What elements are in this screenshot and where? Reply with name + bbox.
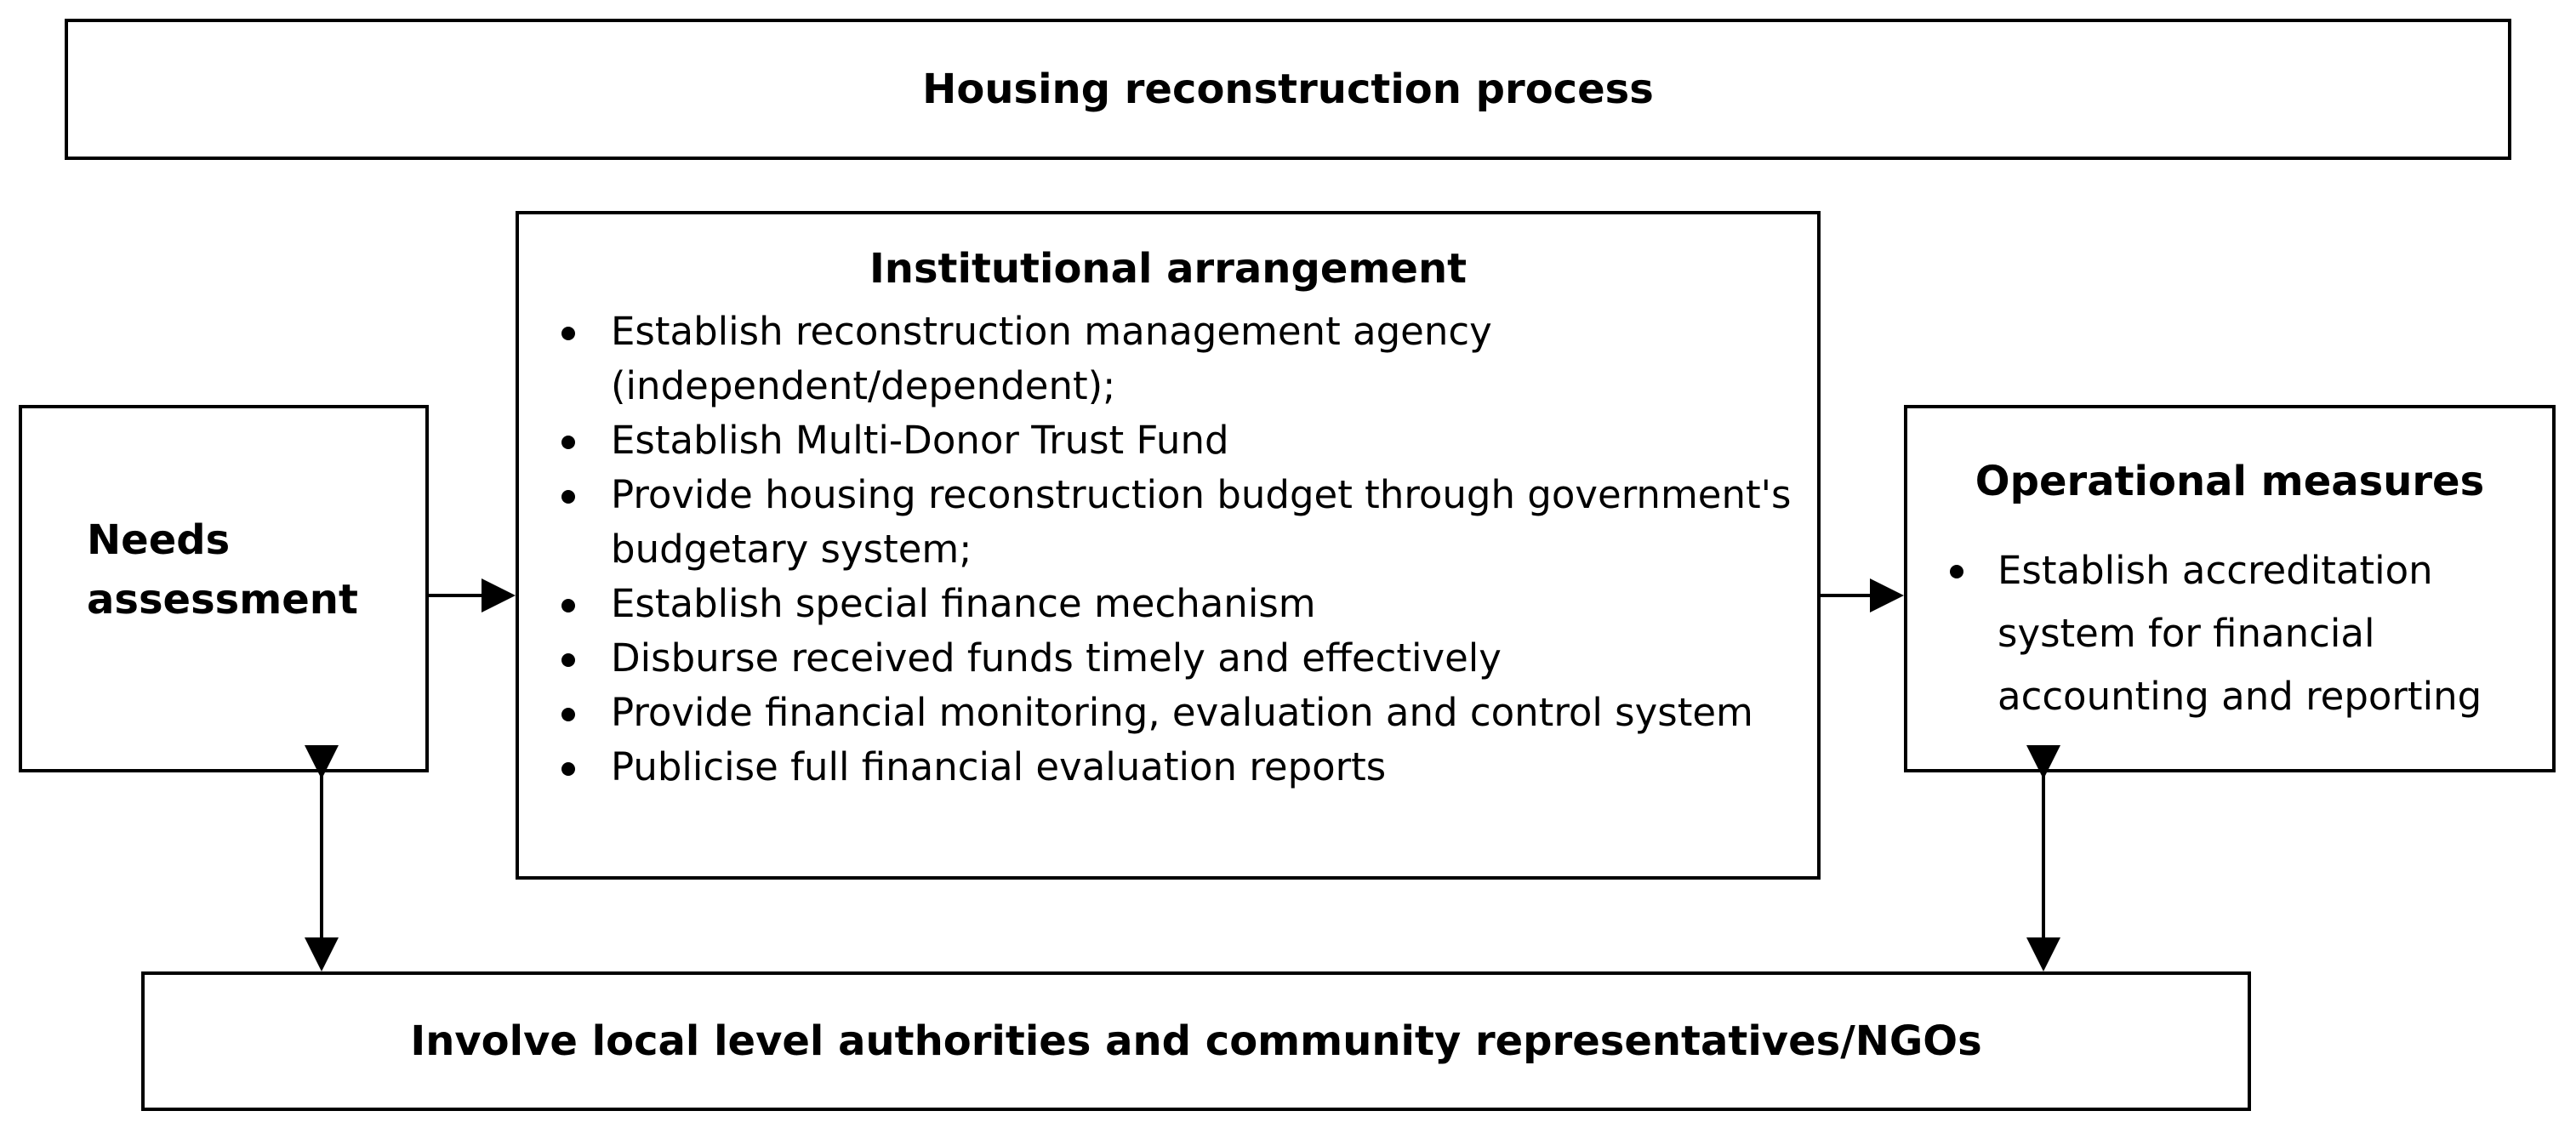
institutional-bullet: Provide financial monitoring, evaluation and control system: [553, 686, 1804, 740]
institutional-bullet: Establish reconstruction management agency (independent/dependent);: [553, 305, 1804, 413]
institutional-arrangement-title: Institutional arrangement: [869, 245, 1468, 293]
process-title-box: [65, 19, 2511, 160]
institutional-arrangement-box: [516, 211, 1821, 880]
institutional-bullet: Publicise full financial evaluation reports: [553, 740, 1804, 795]
process-title: Housing reconstruction process: [922, 66, 1654, 113]
operational-bullet: Establish accreditation system for financial accounting and reporting: [1941, 539, 2537, 728]
needs-assessment-box: [19, 405, 429, 772]
institutional-bullet: Disburse received funds timely and effectively: [553, 631, 1804, 686]
institutional-bullet: Establish Multi-Donor Trust Fund: [553, 413, 1804, 468]
involve-authorities-box: [141, 971, 2251, 1111]
operational-measures-title: Operational measures: [1975, 458, 2485, 505]
institutional-bullet: Establish special finance mechanism: [553, 577, 1804, 631]
operational-measures-box: [1904, 405, 2556, 772]
operational-bullet-list: [1941, 539, 2537, 728]
institutional-bullet: Provide housing reconstruction budget through government's budgetary system;: [553, 468, 1804, 577]
needs-assessment-label: Needs assessment: [87, 516, 358, 624]
institutional-bullet-list: [553, 305, 1804, 795]
involve-authorities-label: Involve local level authorities and community representatives/NGOs: [410, 1017, 1982, 1065]
